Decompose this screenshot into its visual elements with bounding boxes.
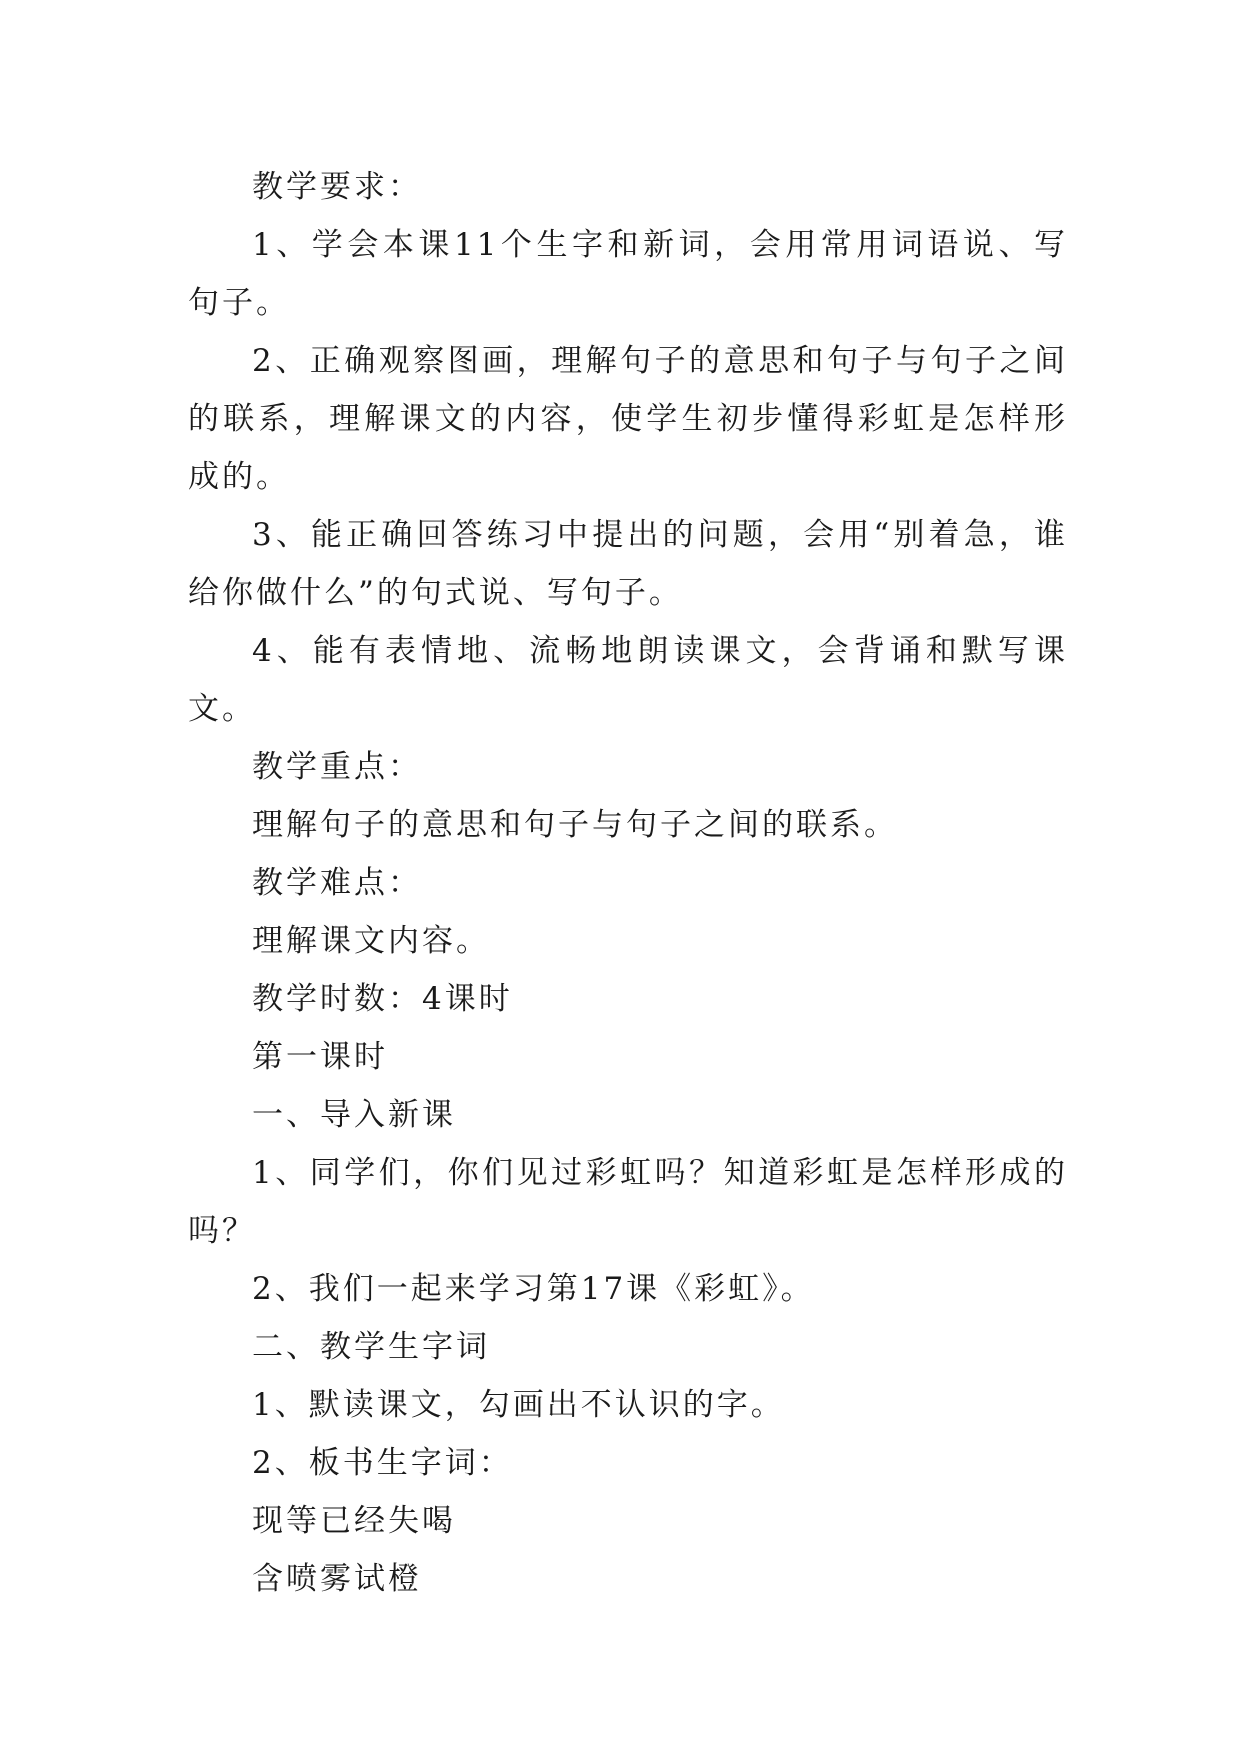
vocabulary-item-1: 1、默读课文，勾画出不认识的字。 bbox=[252, 1387, 785, 1423]
intro-item-2: 2、我们一起来学习第17课《彩虹》。 bbox=[252, 1271, 815, 1307]
heading-teaching-requirements: 教学要求： bbox=[252, 169, 422, 205]
heading-teaching-focus: 教学重点： bbox=[252, 749, 422, 785]
intro-item-1: 1、同学们，你们见过彩虹吗？知道彩虹是怎样形成的吗？ bbox=[188, 1155, 1068, 1249]
teaching-difficulty-text: 理解课文内容。 bbox=[252, 923, 490, 959]
teaching-focus-text: 理解句子的意思和句子与句子之间的联系。 bbox=[252, 807, 898, 843]
requirement-item-2: 2、正确观察图画，理解句子的意思和句子与句子之间的联系，理解课文的内容，使学生初步懂得彩虹是怎样形成的。 bbox=[188, 343, 1068, 495]
heading-teaching-difficulty: 教学难点： bbox=[252, 865, 422, 901]
section-heading-vocabulary: 二、教学生字词 bbox=[252, 1329, 490, 1365]
requirement-item-3: 3、能正确回答练习中提出的问题，会用“别着急，谁给你做什么”的句式说、写句子。 bbox=[188, 517, 1068, 611]
section-heading-intro: 一、导入新课 bbox=[252, 1097, 456, 1133]
vocabulary-characters-row-1: 现等已经失喝 bbox=[252, 1503, 456, 1539]
lesson-title: 第一课时 bbox=[252, 1039, 388, 1075]
teaching-hours: 教学时数：4课时 bbox=[252, 981, 513, 1017]
vocabulary-characters-row-2: 含喷雾试橙 bbox=[252, 1561, 422, 1597]
document-body bbox=[188, 158, 1068, 1608]
requirement-item-1: 1、学会本课11个生字和新词，会用常用词语说、写句子。 bbox=[188, 227, 1068, 321]
requirement-item-4: 4、能有表情地、流畅地朗读课文，会背诵和默写课文。 bbox=[188, 633, 1068, 727]
vocabulary-item-2: 2、板书生字词： bbox=[252, 1445, 513, 1481]
